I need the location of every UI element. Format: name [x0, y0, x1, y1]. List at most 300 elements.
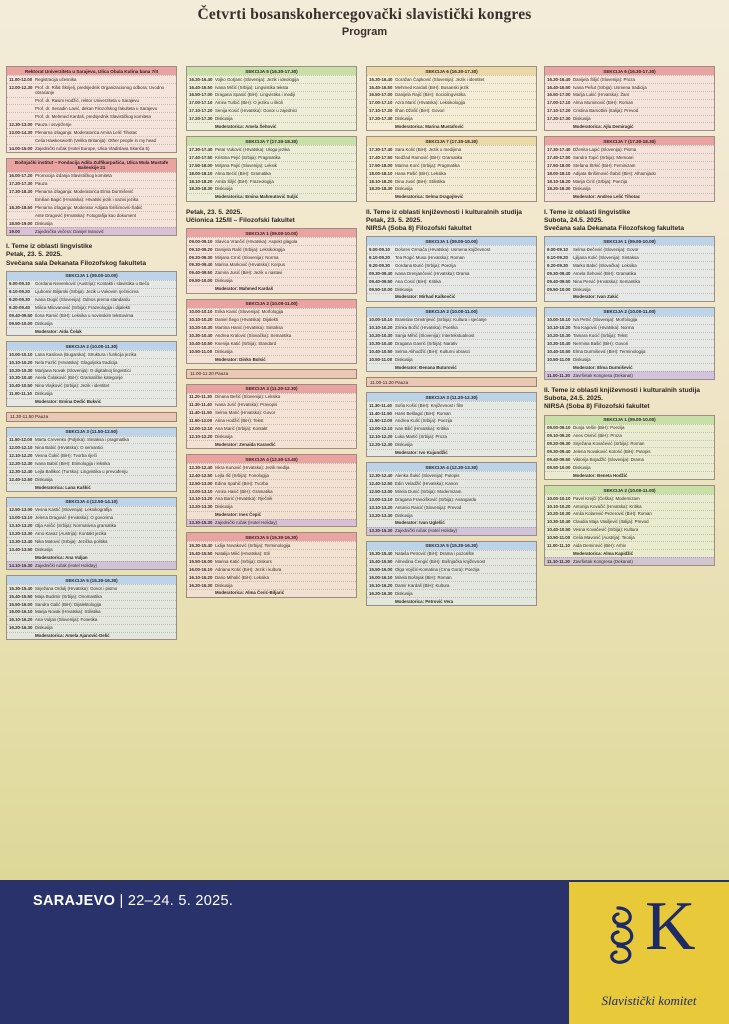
- schedule-entry: Haris Bešlagić (BiH): Roman: [395, 410, 451, 416]
- schedule-time: [369, 294, 395, 300]
- schedule-time: 10.40-10.50: [369, 348, 393, 354]
- schedule-row: [367, 99, 536, 107]
- schedule-row: [187, 315, 356, 323]
- schedule-time: [547, 365, 573, 371]
- schedule-entry: Marija Lukić (Hrvatska): Žanr: [573, 92, 630, 98]
- schedule-time: 10.10-10.20: [189, 317, 213, 322]
- schedule-row: [7, 204, 176, 212]
- schedule-entry: Mirela Dunić (Srbija): Modernizam: [395, 488, 462, 494]
- schedule-time: 10.20-10.30: [189, 324, 213, 330]
- schedule-row: [7, 304, 176, 312]
- schedule-time: 11.30-11.40: [189, 402, 212, 408]
- schedule-time: [189, 286, 215, 292]
- schedule-entry: Moderator: Ines Čepić: [215, 512, 262, 518]
- schedule-time: 10.10-10.20: [9, 359, 33, 365]
- schedule-row: [7, 561, 176, 569]
- schedule-time: 10.20-10.30: [547, 511, 571, 517]
- schedule-entry: Diskusija: [215, 278, 233, 284]
- session-block: [366, 66, 537, 131]
- schedule-time: 10.50-11.00: [547, 356, 571, 362]
- schedule-entry: Ilona Ramić (BiH): Leksika u novinskim tekstovima: [35, 313, 134, 319]
- schedule-time: 12.40-12.50: [369, 480, 393, 486]
- program-column-3: [366, 66, 537, 880]
- schedule-entry: Vesna Čukić (BiH): Tvorba riječi: [35, 452, 97, 458]
- schedule-entry: Diskusija: [395, 356, 413, 362]
- schedule-row: [7, 366, 176, 374]
- session-block: [544, 415, 715, 480]
- schedule-time: 09.50-10.00: [547, 464, 571, 470]
- schedule-entry: Snježana Ordulj (Hrvatska): Govor i pismo: [35, 585, 118, 591]
- schedule-time: 18.20-18.30: [369, 186, 393, 192]
- schedule-row: [367, 495, 536, 503]
- schedule-row: [7, 120, 176, 128]
- schedule-time: 11.00-11.10: [9, 391, 32, 397]
- schedule-entry: Maja Budimir (Srbija): Onomastika: [35, 593, 102, 599]
- session-block: [544, 136, 715, 201]
- schedule-time: 12.00-12.10: [189, 426, 213, 432]
- schedule-entry: Moderator: Zenaida Karavdić: [215, 441, 276, 447]
- schedule-row: [7, 288, 176, 296]
- schedule-time: 09.30-09.40: [189, 262, 213, 268]
- schedule-time: 16.40-16.50: [547, 84, 571, 90]
- schedule-entry: Olja Aničić (Srbija): Normativna gramatika: [35, 523, 117, 529]
- schedule-time: 11.40-11.50: [369, 410, 392, 416]
- schedule-row: [187, 107, 356, 115]
- schedule-entry: Emilian Bagić (Hrvatska): Hrvatski jezik i nazivi jezika: [35, 197, 139, 203]
- schedule-time: 09.50-10.00: [547, 286, 571, 292]
- schedule-row: [545, 332, 714, 340]
- schedule-entry: Alma Bećić (BiH): Gramatika: [215, 170, 271, 176]
- schedule-row: [367, 177, 536, 185]
- schedule-row: [7, 459, 176, 467]
- schedule-entry: Adriana Kotić (BiH): Jezik i kultura: [215, 566, 282, 572]
- schedule-row: [187, 253, 356, 261]
- schedule-entry: Nina Babić (Hrvatska): O semantici: [35, 445, 104, 451]
- schedule-time: 10.10-10.20: [547, 503, 571, 509]
- schedule-time: [189, 357, 215, 363]
- schedule-entry: Nina Pervić (Hrvatska): Semantika: [573, 278, 641, 284]
- schedule-entry: Moderator: Emina Dedić Bukvić: [35, 399, 102, 405]
- schedule-time: 18.00-18.10: [547, 170, 571, 176]
- schedule-time: 15.40-15.50: [9, 593, 33, 599]
- schedule-row: [367, 433, 536, 441]
- schedule-time: 17.00-17.10: [547, 100, 571, 106]
- schedule-entry: Diskusija: [215, 116, 233, 122]
- schedule-row: [545, 424, 714, 432]
- schedule-row: [367, 161, 536, 169]
- schedule-entry: Ivana Drenjančević (Hrvatska): Drama: [395, 270, 470, 276]
- schedule-time: 17.00-17.10: [189, 100, 213, 106]
- session-block: [186, 532, 357, 597]
- schedule-entry: Ksenija Katić (Srbija): Standard: [215, 340, 277, 346]
- schedule-time: 10.40-10.50: [189, 340, 213, 346]
- schedule-row: [187, 589, 356, 597]
- schedule-row: [545, 277, 714, 285]
- schedule-entry: Diskusija: [215, 504, 233, 510]
- schedule-row: [7, 398, 176, 406]
- schedule-entry: Nataša Petrović (BiH): Drama i pozorište: [395, 551, 475, 557]
- schedule-time: 12.00-12.10: [369, 426, 393, 432]
- schedule-entry: Moderator: Đenana Buturović: [395, 364, 457, 370]
- schedule-time: 10.20-10.30: [369, 333, 393, 339]
- schedule-time: 13.20-13.30: [189, 504, 213, 510]
- schedule-time: 12.40-12.50: [9, 476, 33, 482]
- schedule-time: 16.10-16.20: [369, 582, 393, 588]
- schedule-row: [7, 436, 176, 444]
- schedule-entry: Petar Vuković (Hrvatska): Uloga jezika: [215, 146, 290, 152]
- schedule-entry: Marina Katić (Srbija): Diskurs: [215, 558, 272, 564]
- schedule-entry: Slavica Vrančić (Hrvatska): Aspekt glagola: [215, 238, 298, 244]
- schedule-entry: Anela Čolaković (BiH): Gramatičke kategorije: [35, 375, 123, 381]
- schedule-row: [367, 487, 536, 495]
- schedule-time: [369, 450, 395, 456]
- schedule-entry: Selma Đečević (Slovenija): Govor: [573, 246, 639, 252]
- schedule-time: 16.50-17.00: [189, 92, 213, 98]
- schedule-row: [187, 463, 356, 471]
- schedule-time: [9, 106, 35, 112]
- schedule-entry: Ivan Bilić (Hrvatska): Kritika: [395, 426, 449, 432]
- schedule-row: [367, 519, 536, 527]
- schedule-time: 11.50-12.00: [369, 418, 393, 424]
- schedule-time: 11.00-11.10: [547, 543, 570, 549]
- schedule-time: 10.00-10.10: [369, 317, 393, 323]
- schedule-time: 12.30-13.00: [9, 121, 33, 127]
- schedule-time: 13.20-13.30: [9, 531, 33, 537]
- schedule-entry: Nika Matović (Srbija): Jezička politika: [35, 539, 108, 545]
- schedule-time: 9.20-09.30: [9, 297, 30, 303]
- schedule-time: 16.20-16.30: [369, 590, 393, 596]
- schedule-time: 15.50-16.00: [189, 558, 213, 564]
- schedule-entry: Ivana Jurić (Hrvatska): Pravopis: [215, 402, 278, 408]
- schedule-row: [187, 115, 356, 123]
- schedule-entry: Ana Vuljan (Slovenija): Fonetika: [35, 617, 98, 623]
- schedule-entry: Ana Ćosić (BiH): Kritika: [395, 278, 441, 284]
- schedule-entry: Marko Babić (Slovačka): Leksika: [573, 262, 637, 268]
- schedule-entry: Dinana Bešić (Slovenija): Leksika: [215, 394, 281, 400]
- schedule-row: [187, 511, 356, 519]
- session-title: Bošnjački institut – Fondacija Adila Zulfikarpašića, Ulica Mula Mustafe Bašeskije 21: [7, 159, 176, 172]
- schedule-time: 09.40-09.50: [369, 278, 393, 284]
- schedule-time: 15.40-15.50: [369, 559, 393, 565]
- schedule-time: 11.10-11.30: [547, 558, 570, 564]
- schedule-row: [187, 549, 356, 557]
- schedule-time: 10.50-11.00: [547, 535, 571, 541]
- schedule-time: 18.10-18.20: [547, 178, 571, 184]
- schedule-time: 10.50-11.00: [369, 356, 393, 362]
- schedule-entry: Lejla Ballikoc (Turska): Lingvistika u prevođenju: [35, 468, 128, 474]
- schedule-row: [7, 624, 176, 632]
- committee-name: Slavistički komitet: [601, 993, 697, 1008]
- schedule-entry: Vojko Gorjanc (Slovenija): Jezik i ideologija: [215, 76, 299, 82]
- schedule-time: 12.50-13.00: [189, 480, 213, 486]
- schedule-entry: Diskusija: [573, 116, 591, 122]
- schedule-row: [7, 390, 176, 398]
- schedule-entry: Branislav Dimitrijević (Srbija): Kultura i sjećanje: [395, 317, 487, 323]
- schedule-row: [7, 374, 176, 382]
- schedule-row: [545, 432, 714, 440]
- schedule-entry: Moderator: Ivan Uglešić: [395, 520, 445, 526]
- schedule-entry: Diskusija: [215, 433, 233, 439]
- schedule-entry: Diskusija: [35, 391, 53, 397]
- schedule-time: 17.40-17.50: [189, 154, 213, 160]
- schedule-entry: Plenarna izlaganja: Moderator Adijata Ibrišimović-Šabić: [35, 205, 143, 211]
- schedule-time: 11.00-12.00: [9, 76, 33, 82]
- schedule-time: 16.10-16.20: [189, 574, 213, 580]
- schedule-time: 17.00-17.10: [369, 100, 393, 106]
- session-title: SEKCIJA 2 (10.00-11.30): [7, 342, 176, 350]
- schedule-row: [545, 153, 714, 161]
- schedule-time: [9, 98, 35, 104]
- schedule-row: [545, 324, 714, 332]
- schedule-row: [367, 115, 536, 123]
- schedule-entry: Nermina Bašić (BiH): Govori: [573, 341, 629, 347]
- schedule-time: 13.30-15.30: [189, 520, 213, 526]
- schedule-row: [187, 245, 356, 253]
- schedule-time: 09.50-10.00: [189, 278, 213, 284]
- schedule-row: [367, 185, 536, 193]
- schedule-entry: Ivana Dugić (Slovenija): Odnos prema standardu: [35, 297, 130, 303]
- schedule-time: 11.50-12.00: [9, 437, 33, 443]
- schedule-entry: Gordana Đurić (Srbija): Poezija: [395, 262, 456, 268]
- schedule-time: 15.30-15.40: [9, 585, 33, 591]
- schedule-row: [7, 296, 176, 304]
- schedule-entry: Plenarna izlaganja: Moderatorica Amira Lelić Tihotac: [35, 129, 138, 135]
- session-block: [366, 462, 537, 535]
- schedule-entry: Diskusija: [35, 320, 53, 326]
- schedule-time: 9.20-09.30: [369, 262, 390, 268]
- schedule-row: [367, 324, 536, 332]
- schedule-time: 9.10-09.20: [547, 254, 568, 260]
- schedule-entry: Selma Alihodžić (BiH): Kulturni obrasci: [395, 348, 470, 354]
- schedule-time: 17.20-17.30: [547, 116, 571, 122]
- schedule-time: 12.40-12.50: [189, 472, 213, 478]
- schedule-time: 11.30-11.40: [369, 402, 392, 408]
- session-block: [6, 271, 177, 336]
- schedule-time: 12.00-12.30: [9, 84, 33, 90]
- schedule-time: [547, 194, 573, 200]
- schedule-row: [545, 355, 714, 363]
- schedule-row: [367, 332, 536, 340]
- schedule-entry: Pauza: [35, 181, 48, 187]
- schedule-row: [187, 557, 356, 565]
- section-heading: I. Teme iz oblasti lingvistike Petak, 23. 5. 2025. Svečana sala Dekanata Filozofskog fakulteta: [6, 243, 146, 267]
- schedule-time: 17.20-17.30: [9, 181, 33, 187]
- schedule-row: [367, 471, 536, 479]
- schedule-entry: Ivana Mičić (Srbija): Lingvistika teksta: [215, 84, 289, 90]
- schedule-row: [545, 549, 714, 557]
- committee-logo: [569, 882, 729, 1024]
- schedule-time: 10.50-11.00: [189, 348, 213, 354]
- schedule-entry: Zajednička večera: Danijel Ivanović: [35, 228, 104, 234]
- schedule-row: [367, 339, 536, 347]
- schedule-row: [187, 401, 356, 409]
- schedule-row: [545, 185, 714, 193]
- schedule-entry: Ante Dragović (Hrvatska): Fotografija kao dokument: [35, 213, 137, 218]
- session-title: SEKCIJA 7 (17.30-18.30): [367, 137, 536, 145]
- schedule-entry: Milica Milovanović (Srbija): Frazeologija i dijalekti: [35, 305, 131, 311]
- schedule-time: 10.00-10.10: [9, 351, 33, 357]
- schedule-row: [187, 424, 356, 432]
- schedule-row: [367, 417, 536, 425]
- schedule-row: [367, 503, 536, 511]
- schedule-row: [7, 211, 176, 219]
- schedule-time: 10.10-10.20: [369, 325, 393, 331]
- schedule-time: 9.00-09.10: [9, 281, 30, 287]
- schedule-row: [187, 495, 356, 503]
- schedule-time: 10.20-10.30: [9, 367, 33, 373]
- schedule-entry: Moderator: Ivo Kujundžić: [395, 450, 448, 456]
- schedule-row: [187, 503, 356, 511]
- schedule-entry: Moderator: Mirhad Kalkovčić: [395, 294, 456, 300]
- session-block: [6, 158, 177, 236]
- schedule-entry: Aida Demirović (BiH): Arhiv: [573, 543, 626, 549]
- schedule-row: [7, 475, 176, 483]
- schedule-row: [545, 161, 714, 169]
- schedule-row: [7, 608, 176, 616]
- session-title: SEKCIJA 4 (12.30-13.30): [367, 463, 536, 471]
- schedule-entry: Goražan Čapković (Slovenija): Jezik i identitet: [395, 76, 485, 82]
- schedule-time: 17.40-17.50: [547, 154, 571, 160]
- schedule-row: [545, 518, 714, 526]
- session-title: SEKCIJA 3 (11.20-12.30): [367, 393, 536, 401]
- schedule-time: 18.00-18.10: [369, 170, 393, 176]
- section-heading: Petak, 23. 5. 2025. Učionica 125/II – Filozofski fakultet: [186, 208, 295, 224]
- schedule-row: [367, 449, 536, 457]
- schedule-time: [369, 599, 395, 605]
- schedule-time: 10.30-10.40: [547, 519, 571, 525]
- session-block: [544, 485, 715, 566]
- session-title: SEKCIJA 2 (10.00-11.00): [545, 308, 714, 316]
- session-block: [186, 299, 357, 364]
- schedule-time: 18.10-18.20: [189, 178, 213, 184]
- schedule-row: [545, 339, 714, 347]
- schedule-time: [189, 194, 215, 200]
- schedule-entry: Diskusija: [215, 582, 233, 588]
- schedule-time: 12.20-12.30: [9, 460, 33, 466]
- schedule-time: 16.10-16.20: [9, 617, 33, 623]
- schedule-time: 09.40-09.50: [9, 313, 33, 319]
- session-title: SEKCIJA 3 (11.50-12.50): [7, 428, 176, 436]
- schedule-entry: Hana Pašić (BiH): Leksika: [395, 170, 446, 176]
- schedule-entry: Ivana Pešut (Srbija): Usmena tradicija: [573, 84, 647, 90]
- schedule-time: 13.30-15.30: [369, 528, 393, 534]
- session-title: SEKCIJA 1 (09.00-10.00): [545, 237, 714, 245]
- pause-row: 11.30-11.50 Pauza: [6, 412, 177, 422]
- schedule-row: [7, 382, 176, 390]
- schedule-time: 17.40-17.50: [369, 154, 393, 160]
- schedule-time: 10.30-10.40: [369, 341, 393, 347]
- schedule-row: [7, 172, 176, 180]
- schedule-row: [545, 75, 714, 83]
- schedule-time: 16.30-16.40: [369, 76, 393, 82]
- schedule-entry: Jelena Novaković Kotorić (BiH): Putopis: [573, 449, 651, 454]
- schedule-entry: Dženita Lapić (Slovenija): Pisma: [573, 146, 637, 152]
- schedule-time: [369, 365, 395, 371]
- schedule-entry: Nina Vlajković (Srbija): Jezik i identitet: [35, 383, 110, 389]
- schedule-entry: Tamara Kucić (Srbija): Tekst: [573, 333, 628, 339]
- schedule-entry: Celia Mavonić (Austrija): Teorija: [573, 535, 635, 541]
- pause-row: 11.00-11.20 Pauza: [186, 369, 357, 379]
- schedule-row: [7, 545, 176, 553]
- schedule-time: 13.00-13.10: [369, 496, 393, 502]
- schedule-time: 16.40-16.50: [189, 84, 213, 90]
- schedule-row: [545, 447, 714, 455]
- schedule-entry: Diskusija: [35, 476, 53, 482]
- schedule-row: [7, 188, 176, 196]
- schedule-time: 11.00-11.30: [547, 372, 570, 378]
- schedule-entry: Azra Marić (Hrvatska): Leksikologija: [395, 100, 466, 106]
- schedule-time: 12.20-12.30: [369, 442, 393, 448]
- schedule-row: [187, 83, 356, 91]
- schedule-entry: Danijela Ralić (Srbija): Leksikologija: [215, 246, 285, 252]
- session-title: SEKCIJA 7 (17.30-18.30): [545, 137, 714, 145]
- schedule-time: 13.10-13.20: [9, 523, 33, 529]
- schedule-entry: Jelena Dragović (Hrvatska): O govorima: [35, 515, 114, 521]
- schedule-row: [187, 91, 356, 99]
- schedule-row: [367, 75, 536, 83]
- schedule-entry: Martina Hanić (Hrvatska): Sintaksa: [215, 324, 283, 330]
- schedule-time: 19.00: [9, 228, 20, 234]
- schedule-time: 09.40-09.50: [547, 278, 571, 284]
- schedule-entry: Zajednički ručak (Hotel Europe, Ulica Vladislava Skarića 5): [35, 145, 150, 151]
- schedule-time: [369, 194, 395, 200]
- schedule-time: 12.30-12.40: [9, 468, 33, 474]
- session-block: [186, 384, 357, 449]
- schedule-row: [7, 83, 176, 97]
- schedule-row: [545, 261, 714, 269]
- schedule-entry: Mirela Bošnjak (BiH): Roman: [395, 574, 452, 580]
- schedule-time: 12.10-12.20: [369, 434, 393, 440]
- schedule-row: [187, 145, 356, 153]
- session-block: [366, 392, 537, 457]
- schedule-entry: Dragana Francišković (Srbija): Avangarda: [395, 496, 477, 502]
- schedule-entry: Diskusija: [395, 442, 413, 448]
- schedule-time: 15.40-15.50: [189, 550, 213, 556]
- schedule-entry: Nedžad Ramović (BiH): Gramatika: [395, 154, 463, 160]
- session-title: SEKCIJA 5 (15.30-16.30): [187, 533, 356, 541]
- schedule-row: [7, 358, 176, 366]
- schedule-entry: Moderatorica: Amela Šehović: [215, 124, 277, 130]
- schedule-time: 18.10-18.20: [369, 178, 393, 184]
- schedule-row: [367, 145, 536, 153]
- schedule-row: [187, 153, 356, 161]
- schedule-entry: Amela Šehović (BiH): Gramatika: [573, 270, 637, 276]
- schedule-row: [7, 483, 176, 491]
- schedule-row: [187, 393, 356, 401]
- schedule-entry: Lejla Ilić (Srbija): Fonologija: [215, 472, 269, 478]
- schedule-entry: Završetak Kongresa (Dekanat): [573, 372, 633, 378]
- section-heading: II. Teme iz oblasti književnosti i kulturalnih studija Petak, 23. 5. 2025. NIRSA (Soba 8) Filozofski fakultet: [366, 208, 522, 233]
- schedule-entry: Zajednički ručak (Hotel Holiday): [395, 528, 457, 534]
- schedule-time: 13.00-14.30: [9, 129, 33, 135]
- schedule-entry: Amira Turbić (BiH): O jeziku u školi: [215, 100, 283, 106]
- schedule-row: [7, 553, 176, 561]
- schedule-time: 12.10-12.20: [189, 433, 213, 439]
- schedule-row: [367, 347, 536, 355]
- schedule-row: [187, 573, 356, 581]
- session-title: SEKCIJA 5 (16.30-17.30): [187, 67, 356, 75]
- session-title: SEKCIJA 2 (10.00-11.00): [545, 486, 714, 494]
- schedule-row: [545, 169, 714, 177]
- schedule-entry: Sandra Galić (BiH): Dijalektologija: [35, 601, 102, 607]
- schedule-row: [367, 479, 536, 487]
- schedule-entry: Moderatorica: Selma Dragojlović: [395, 194, 464, 200]
- schedule-entry: Danijela Šiljić (Slovenija): Proza: [573, 76, 635, 82]
- schedule-entry: Lidija Novaković (Srbija): Terminologija: [215, 543, 291, 549]
- schedule-row: [545, 145, 714, 153]
- schedule-row: [187, 479, 356, 487]
- schedule-row: [187, 581, 356, 589]
